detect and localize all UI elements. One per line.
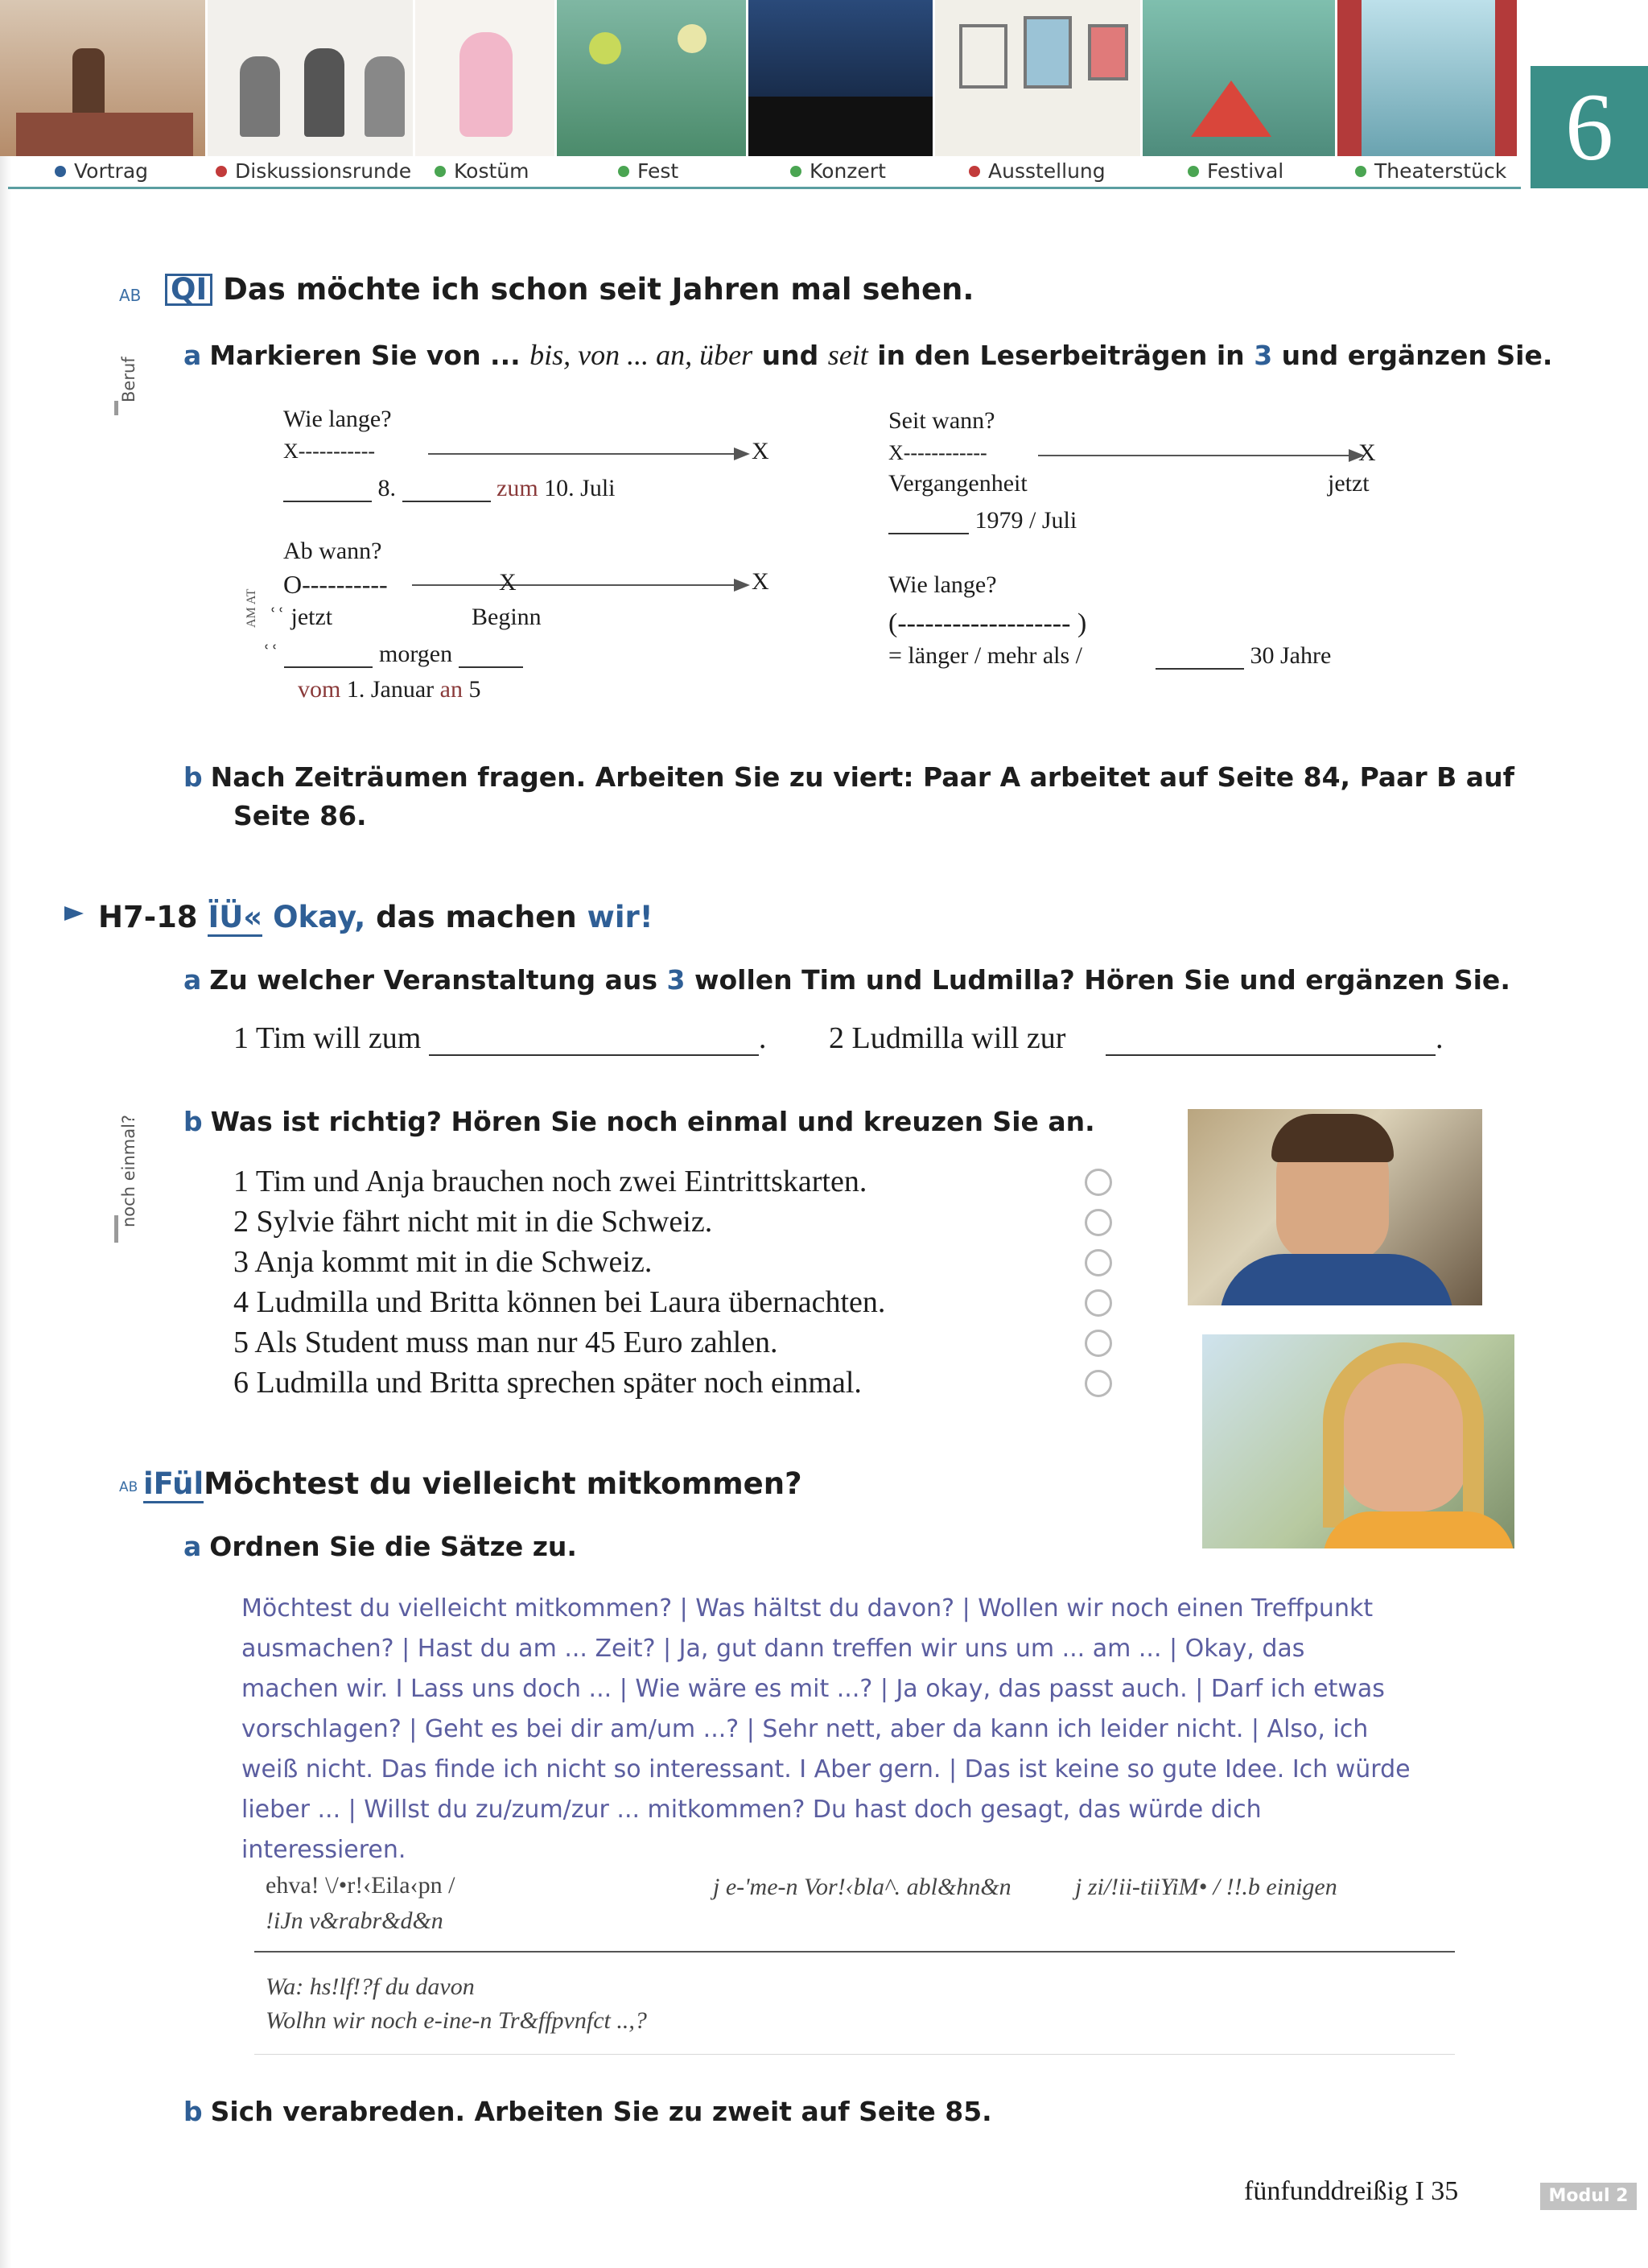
task-text: Sich verabreden. Arbeiten Sie zu zweit auf Seite 85.: [210, 2096, 992, 2127]
caption-dot: [1355, 166, 1366, 177]
statement-6: 6 Ludmilla und Britta sprechen später noch einmal.: [233, 1366, 862, 1400]
caption-dot: [435, 166, 446, 177]
phrase-line: ausmachen? | Hast du am ... Zeit? | Ja, gut dann treffen wir uns um ... am ... | Okay, das: [241, 1635, 1305, 1663]
caption-label: Festival: [1207, 159, 1284, 183]
phrase-box: [241, 1589, 1416, 1870]
picture-kostuem: [415, 0, 557, 156]
exercise-10-heading: [98, 900, 653, 934]
exercise-number: iFül: [143, 1466, 204, 1503]
answer-line-2: 2 Ludmilla will zur .: [829, 1021, 1444, 1055]
checkbox-3[interactable]: [1085, 1249, 1112, 1276]
timeline-question: Wie lange?: [283, 406, 392, 432]
task-letter: b: [183, 761, 203, 793]
exercise-number: QI: [165, 274, 212, 306]
timeline-fill-line: [283, 475, 616, 502]
shirt-shape: [1220, 1254, 1453, 1305]
checkbox-6[interactable]: [1085, 1370, 1112, 1397]
task-letter: a: [183, 964, 202, 996]
picture-vortrag: [0, 0, 208, 156]
handwriting-3: j e-'me-n Vor!‹bla^. abl&hn&n: [713, 1874, 1011, 1900]
answer-blank[interactable]: [1106, 1025, 1436, 1056]
timeline-label-jetzt: ʿʿ jetzt: [269, 604, 333, 630]
caption-diskussionsrunde: [216, 159, 411, 183]
marked-word: vom: [298, 676, 341, 703]
modul-badge: Modul 2: [1540, 2183, 1637, 2210]
phrase-line: vorschlagen? | Geht es bei dir am/um ...? | Sehr nett, aber da kann ich leider nicht. | Also, ich: [241, 1715, 1369, 1743]
task-text: Ordnen Sie die Sätze zu.: [209, 1531, 577, 1562]
chapter-number: 6: [1531, 66, 1648, 188]
checkbox-5[interactable]: [1085, 1330, 1112, 1357]
fill-text: 1979 / Juli: [974, 507, 1077, 534]
caption-fest: [618, 159, 678, 183]
timeline-arrow: [1038, 455, 1356, 456]
caption-dot: [55, 166, 66, 177]
exercise-title: Das möchte ich schon seit Jahren mal sehen.: [223, 272, 974, 307]
fill-text: 10. Juli: [544, 475, 616, 501]
caption-kostuem: [435, 159, 529, 183]
page-number: fünfunddreißig I 35: [1244, 2176, 1459, 2206]
task-text: Zu welcher Veranstaltung aus: [209, 964, 657, 996]
checkbox-2[interactable]: [1085, 1209, 1112, 1236]
task-11b: [183, 2096, 992, 2127]
caption-dot: [790, 166, 801, 177]
timeline-question: Wie lange?: [888, 571, 997, 598]
statement-5: 5 Als Student muss man nur 45 Euro zahlen.: [233, 1326, 778, 1359]
statement-3: 3 Anja kommt mit in die Schweiz.: [233, 1245, 653, 1279]
answer-blank[interactable]: [429, 1025, 759, 1056]
fill-text: 1. Januar: [346, 676, 435, 703]
photo-ludmilla: [1202, 1334, 1514, 1548]
caption-dot: [618, 166, 629, 177]
audio-track: H7-18: [98, 900, 198, 934]
marked-word: an: [439, 676, 463, 703]
handwriting-2: !iJn v&rabr&d&n: [266, 1907, 443, 1934]
answer-line-1: 1 Tim will zum .: [233, 1021, 767, 1055]
task-9b: [183, 761, 1514, 793]
picture-theaterstueck: [1337, 0, 1519, 156]
task-11a: [183, 1531, 577, 1562]
checkbox-1[interactable]: [1085, 1169, 1112, 1196]
picture-ausstellung: [935, 0, 1143, 156]
task-letter: b: [183, 2096, 203, 2127]
answer-text: 2 Ludmilla will zur: [829, 1021, 1066, 1055]
timeline-span: (------------------- ): [888, 608, 1087, 638]
topic-banner: [0, 0, 1529, 188]
table-divider: [254, 1951, 1455, 1953]
timeline-end: X: [1358, 439, 1376, 466]
fill-text: ʿʿ: [262, 641, 278, 667]
banner-divider: [8, 187, 1521, 189]
timeline-label-vergangenheit: Vergangenheit: [888, 470, 1028, 497]
handwriting-6: Wolhn wir noch e-ine-n Tr&ffpvnfct ..,?: [266, 2007, 647, 2034]
exercise-title-wir: wir!: [587, 900, 653, 934]
arrow-head: [734, 579, 750, 592]
task-text: wollen Tim und Ludmilla? Hören Sie und ergänzen Sie.: [694, 964, 1510, 996]
caption-ausstellung: [969, 159, 1106, 183]
phrase-line: machen wir. I Lass uns doch ... | Wie wäre es mit ...? | Ja okay, das passt auch. | Darf ich etwas: [241, 1675, 1385, 1703]
picture-fest: [557, 0, 748, 156]
timeline-fill-line: [888, 507, 1077, 534]
task-text: Nach Zeiträumen fragen. Arbeiten Sie zu viert: Paar A arbeitet auf Seite 84, Paar B auf: [210, 761, 1514, 793]
caption-vortrag: [55, 159, 148, 183]
task-letter: b: [183, 1106, 203, 1137]
hair-shape: [1271, 1114, 1394, 1162]
caption-label: Ausstellung: [988, 159, 1106, 183]
exercise-9-heading: [165, 272, 974, 307]
handwriting-5: Wa: hs!lf!?f du davon: [266, 1973, 475, 2000]
task-10b: [183, 1106, 1095, 1137]
task-9b-line2: Seite 86.: [233, 800, 367, 831]
exercise-number: ÏÜ«: [208, 900, 262, 937]
side-label-beruf: Beruf: [119, 357, 138, 402]
exercise-title-okay: Okay,: [273, 900, 366, 934]
margin-note: AM AT: [245, 588, 258, 628]
side-bar-beruf: [114, 401, 118, 415]
handwriting-1: ehva! \/•r!‹Eila‹pn /: [266, 1872, 455, 1899]
caption-label: Kostüm: [454, 159, 529, 183]
timeline-label-laenger: = länger / mehr als /: [888, 642, 1083, 669]
timeline-end: X: [752, 438, 769, 464]
timeline-fill-line: [1156, 642, 1331, 670]
hair-shape: [1323, 1342, 1484, 1528]
picture-diskussionsrunde: [208, 0, 415, 156]
fill-text: 30 Jahre: [1250, 642, 1332, 669]
task-9a: [183, 338, 1552, 372]
timeline-arrow: [428, 453, 742, 455]
caption-label: Theaterstück: [1374, 159, 1507, 183]
fill-text: 5: [468, 676, 481, 703]
marked-word: zum: [496, 475, 538, 501]
picture-festival: [1143, 0, 1337, 156]
page-edge: [0, 0, 11, 2268]
timeline-start: X-----------: [283, 439, 376, 463]
answer-text: 1 Tim will zum: [233, 1021, 422, 1055]
task-text: Markieren Sie von ...: [209, 340, 521, 371]
phrase-line: lieber ... | Willst du zu/zum/zur ... mitkommen? Du hast doch gesagt, das würde dich interessieren.: [241, 1796, 1262, 1864]
task-letter: a: [183, 340, 202, 371]
timeline-label-jetzt: jetzt: [1328, 470, 1370, 497]
timeline-fill-line: [298, 676, 480, 703]
checkbox-4[interactable]: [1085, 1289, 1112, 1317]
timeline-mid: X: [499, 569, 517, 596]
handwriting-4: j zi/!ii-tiiYiM• / !!.b einigen: [1075, 1874, 1337, 1900]
statement-2: 2 Sylvie fährt nicht mit in die Schweiz.: [233, 1205, 713, 1239]
task-letter: a: [183, 1531, 202, 1562]
timeline-start: X------------: [888, 441, 987, 464]
task-italic: bis, von ... an, über: [529, 339, 753, 371]
fill-text: 8.: [377, 475, 396, 501]
caption-dot: [1188, 166, 1199, 177]
statement-4: 4 Ludmilla und Britta können bei Laura übernachten.: [233, 1285, 886, 1319]
shirt-shape: [1323, 1511, 1514, 1548]
ab-marker: AB: [119, 1479, 138, 1495]
arrow-head: [734, 447, 750, 460]
phrase-line: Möchtest du vielleicht mitkommen? | Was hältst du davon? | Wollen wir noch einen Treffpunkt: [241, 1594, 1374, 1623]
caption-dot: [969, 166, 980, 177]
timeline-fill-line: [262, 641, 523, 668]
caption-dot: [216, 166, 227, 177]
task-ref: 3: [666, 964, 686, 996]
task-ref: 3: [1254, 340, 1273, 371]
caption-label: Fest: [637, 159, 679, 183]
audio-arrow-icon: [64, 906, 84, 921]
statement-1: 1 Tim und Anja brauchen noch zwei Eintrittskarten.: [233, 1165, 867, 1198]
side-label-noch-einmal: noch einmal?: [119, 1114, 138, 1227]
task-10a: [183, 964, 1510, 996]
exercise-11-heading: [143, 1466, 802, 1501]
exercise-title: das machen: [376, 900, 577, 934]
timeline-start: O----------: [283, 570, 388, 599]
caption-label: Vortrag: [74, 159, 149, 183]
phrase-line: weiß nicht. Das finde ich nicht so interessant. I Aber gern. | Das ist keine so gute Idee. Ich würde: [241, 1755, 1411, 1783]
caption-festival: [1188, 159, 1283, 183]
table-bottom-line: [254, 2054, 1455, 2055]
picture-konzert: [748, 0, 935, 156]
fill-text: morgen: [378, 641, 453, 667]
exercise-title: Möchtest du vielleicht mitkommen?: [204, 1466, 802, 1501]
caption-label: Konzert: [810, 159, 886, 183]
task-text: in den Leserbeiträgen in: [877, 340, 1245, 371]
photo-tim: [1188, 1109, 1482, 1305]
task-text: und ergänzen Sie.: [1281, 340, 1553, 371]
task-italic: seit: [827, 339, 868, 371]
timeline-question: Ab wann?: [283, 538, 382, 564]
side-bar-noch-einmal: [114, 1215, 118, 1243]
timeline-label-beginn: Beginn: [472, 604, 542, 630]
task-text: Was ist richtig? Hören Sie noch einmal und kreuzen Sie an.: [210, 1106, 1095, 1137]
task-text: und: [761, 340, 819, 371]
timeline-question: Seit wann?: [888, 407, 995, 434]
timeline-arrow: [412, 584, 742, 586]
timeline-end: X: [752, 568, 769, 595]
caption-konzert: [790, 159, 886, 183]
caption-theaterstueck: [1355, 159, 1506, 183]
ab-marker: AB: [119, 286, 142, 305]
caption-label: Diskussionsrunde: [235, 159, 412, 183]
